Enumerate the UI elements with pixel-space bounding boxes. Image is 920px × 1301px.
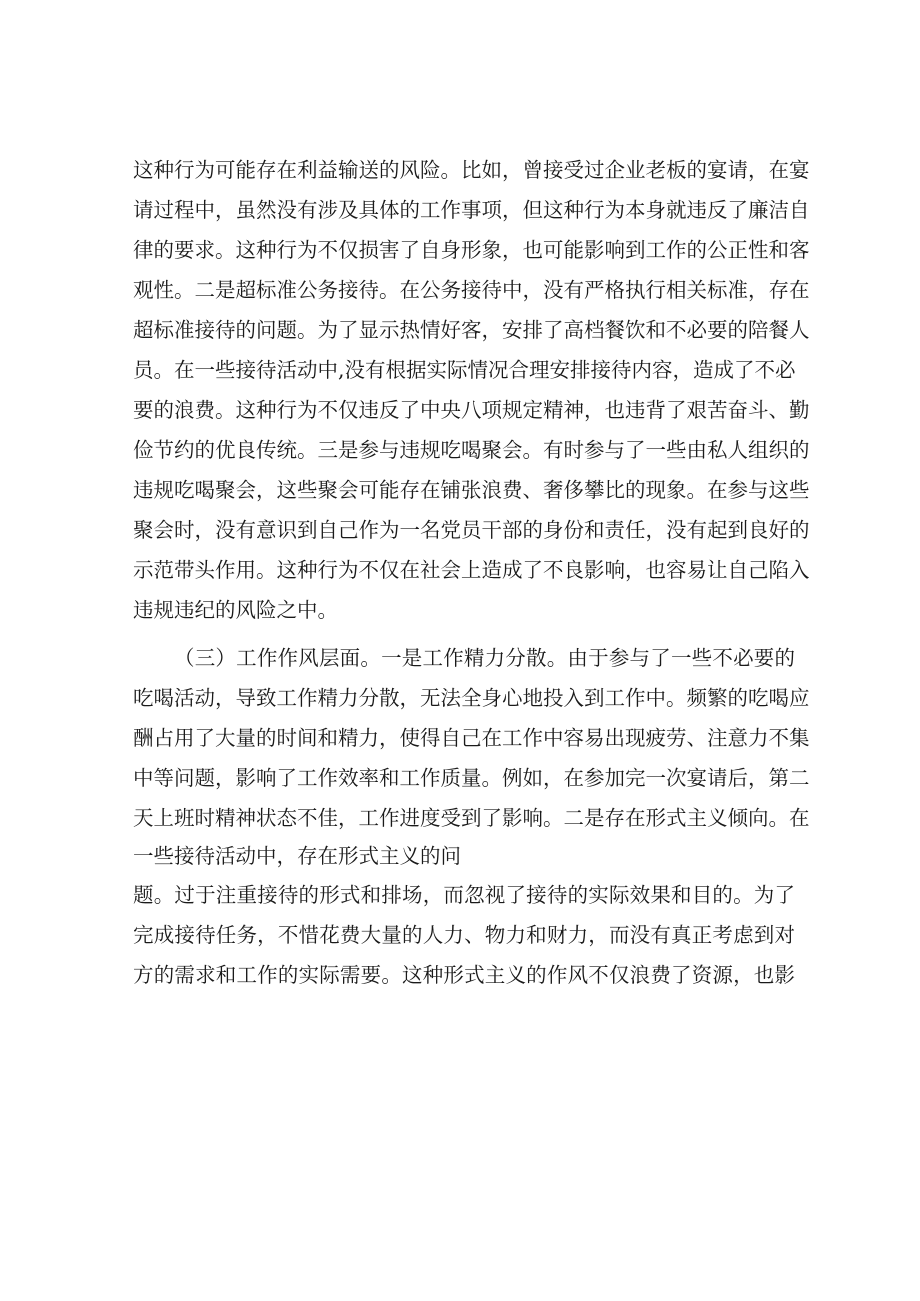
text-line: 违规违纪的风险之中。: [133, 598, 338, 622]
text-line: 违规吃喝聚会，这些聚会可能存在铺张浪费、奢侈攀比的现象。在参与这些: [133, 478, 810, 502]
document-body: [133, 150, 810, 995]
text-line: 方的需求和工作的实际需要。这种形式主义的作风不仅浪费了资源，也影: [133, 963, 795, 987]
text-line: 律的要求。这种行为不仅损害了自身形象，也可能影响到工作的公正性和客: [133, 238, 810, 262]
text-line: 聚会时，没有意识到自己作为一名党员干部的身份和责任，没有起到良好的: [133, 518, 810, 542]
paragraph-3: [133, 875, 795, 995]
text-line: 要的浪费。这种行为不仅违反了中央八项规定精神，也违背了艰苦奋斗、勤: [133, 398, 810, 422]
text-line: 吃喝活动，导致工作精力分散，无法全身心地投入到工作中。频繁的吃喝应: [133, 686, 810, 710]
text-line: 俭节约的优良传统。三是参与违规吃喝聚会。有时参与了一些由私人组织的: [133, 438, 810, 462]
text-line: 请过程中，虽然没有涉及具体的工作事项，但这种行为本身就违反了廉洁自: [133, 198, 810, 222]
text-line: （三）工作作风层面。一是工作精力分散。由于参与了一些不必要的: [174, 646, 795, 670]
paragraph-spacer: [133, 630, 795, 638]
text-line: 酬占用了大量的时间和精力，使得自己在工作中容易出现疲劳、注意力不集: [133, 726, 810, 750]
text-line: 中等问题，影响了工作效率和工作质量。例如，在参加完一次宴请后，第二: [133, 766, 810, 790]
text-line: 完成接待任务，不惜花费大量的人力、物力和财力，而没有真正考虑到对: [133, 923, 795, 947]
text-line: 天上班时精神状态不佳，工作进度受到了影响。二是存在形式主义倾向。在: [133, 806, 810, 830]
text-line: 一些接待活动中，存在形式主义的问: [133, 844, 461, 868]
text-line: 超标准接待的问题。为了显示热情好客，安排了高档餐饮和不必要的陪餐人: [133, 318, 810, 342]
text-line: 员。在一些接待活动中,没有根据实际情况合理安排接待内容，造成了不必: [133, 358, 796, 382]
paragraph-2: [133, 638, 810, 875]
text-line: 示范带头作用。这种行为不仅在社会上造成了不良影响，也容易让自己陷入: [133, 558, 810, 582]
text-line: 题。过于注重接待的形式和排场，而忽视了接待的实际效果和目的。为了: [133, 883, 795, 907]
text-line: 这种行为可能存在利益输送的风险。比如，曾接受过企业老板的宴请，在宴: [133, 158, 810, 182]
paragraph-1: [133, 150, 810, 630]
text-line: 观性。二是超标准公务接待。在公务接待中，没有严格执行相关标准，存在: [133, 278, 810, 302]
